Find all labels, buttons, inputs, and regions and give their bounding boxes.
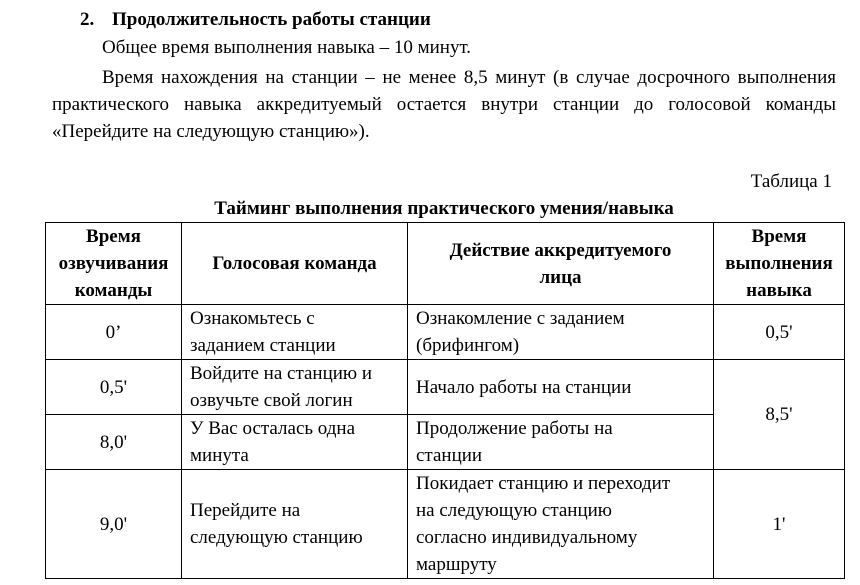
cell-action: Покидает станцию и переходит на следующую станцию согласно индивидуальному маршруту: [408, 470, 714, 579]
table-row: [46, 470, 845, 579]
cell-command: У Вас осталась одна минута: [182, 415, 408, 470]
cell-command: Перейдите на следующую станцию: [182, 470, 408, 579]
header-candidate-action: Действие аккредитуемого лица: [408, 223, 714, 305]
cell-time: 0’: [46, 305, 182, 360]
cell-duration: 0,5': [714, 305, 845, 360]
paragraph-total-time: Общее время выполнения навыка – 10 минут.: [102, 37, 472, 58]
section-title: Продолжительность работы станции: [112, 9, 431, 30]
table-label: Таблица 1: [750, 171, 832, 192]
cell-time: 0,5': [46, 360, 182, 415]
cell-time: 9,0': [46, 470, 182, 579]
paragraph-station-time: Время нахождения на станции – не менее 8,5 минут (в случае досрочного выполнения практического навыка аккредитуемый остается внутри станции до голосовой команды «Перейдите на следующую станцию»).: [52, 67, 836, 142]
cell-action: Продолжение работы на станции: [408, 415, 714, 470]
section-heading: [80, 8, 431, 32]
section-number: 2.: [80, 9, 95, 30]
cell-time: 8,0': [46, 415, 182, 470]
table-row: [46, 305, 845, 360]
table-row: [46, 360, 845, 415]
header-voice-command: Голосовая команда: [182, 223, 408, 305]
header-command-time: Время озвучивания команды: [46, 223, 182, 305]
table-header-row: [46, 223, 845, 305]
timing-table: [45, 222, 845, 579]
cell-command: Войдите на станцию и озвучьте свой логин: [182, 360, 408, 415]
header-skill-duration: Время выполнения навыка: [714, 223, 845, 305]
cell-action: Ознакомление с заданием (брифингом): [408, 305, 714, 360]
cell-duration: 1': [714, 470, 845, 579]
cell-duration: 8,5': [714, 360, 845, 470]
cell-action: Начало работы на станции: [408, 360, 714, 415]
cell-command: Ознакомьтесь с заданием станции: [182, 305, 408, 360]
table-title: Тайминг выполнения практического умения/навыка: [214, 198, 674, 219]
